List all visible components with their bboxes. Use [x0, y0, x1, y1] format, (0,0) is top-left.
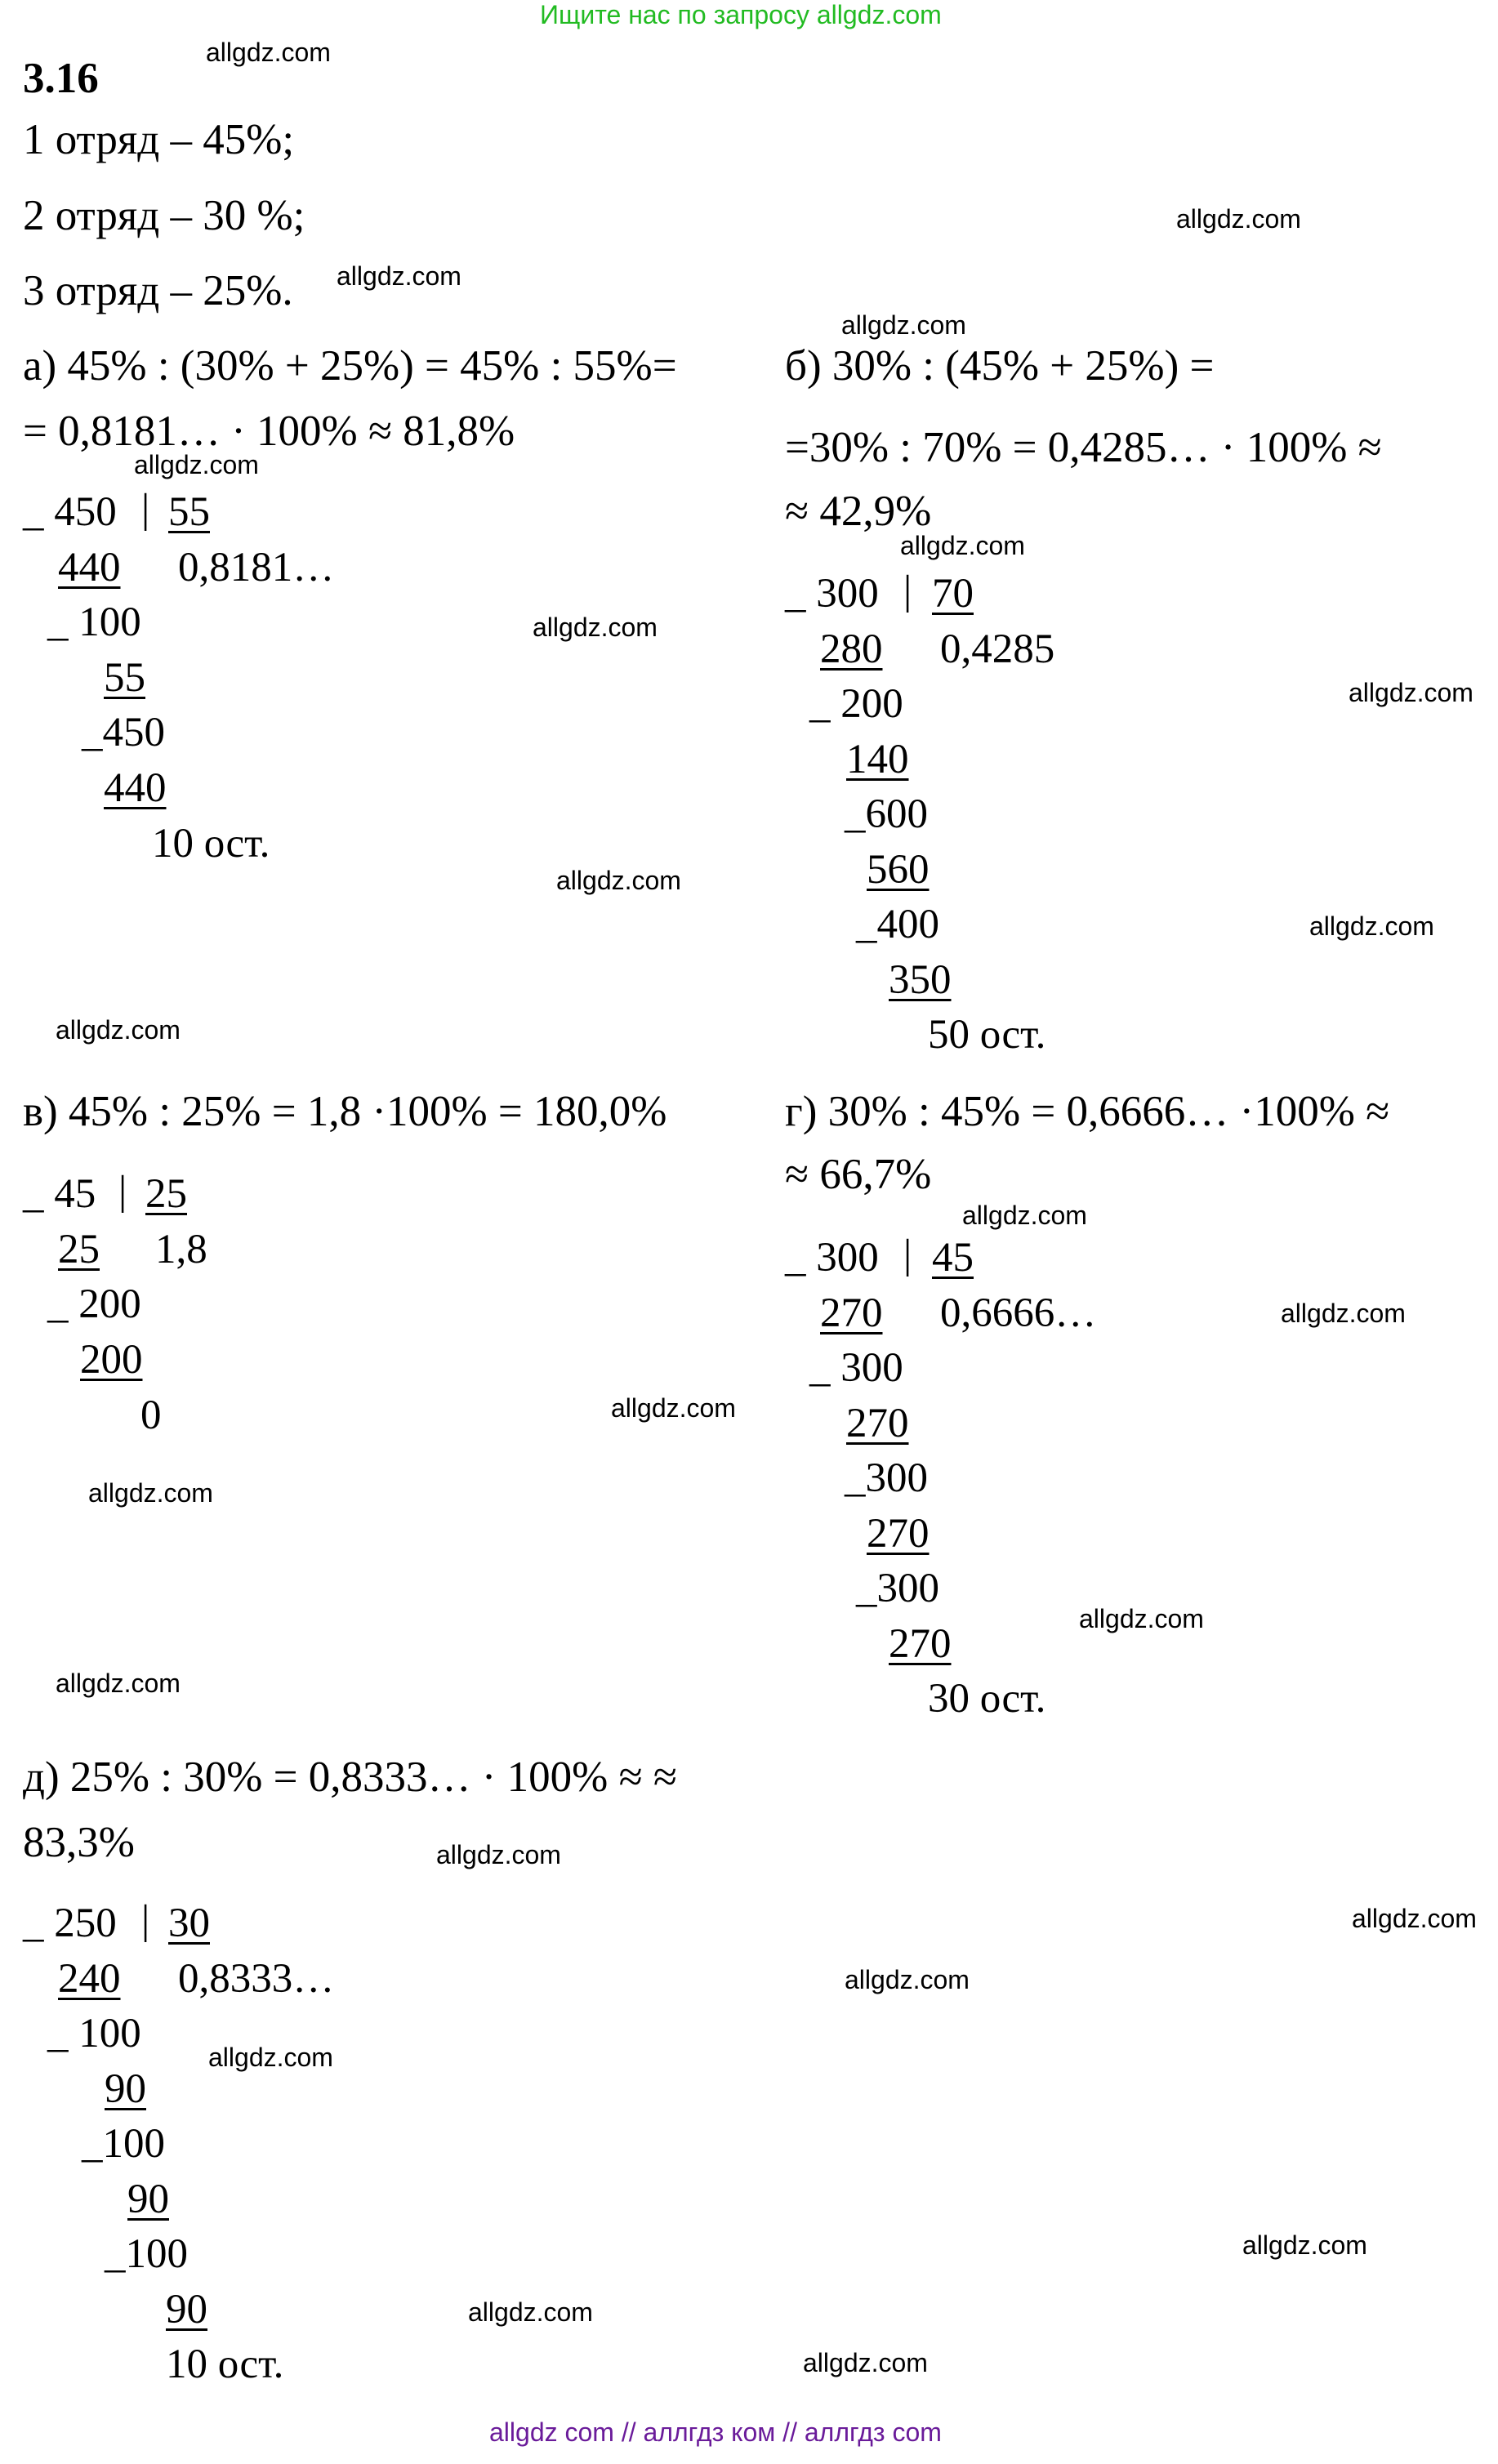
- divisor: 25: [145, 1171, 187, 1217]
- watermark: allgdz.com: [206, 38, 331, 67]
- given-line-2: 2 отряд – 30 %;: [23, 192, 305, 239]
- problem-number: 3.16: [23, 55, 99, 102]
- division-step: _300: [845, 1455, 928, 1501]
- remainder: 50 ост.: [928, 1012, 1046, 1058]
- watermark: allgdz.com: [1242, 2230, 1367, 2260]
- watermark: allgdz.com: [1176, 204, 1301, 234]
- division-step: _ 300: [809, 1345, 903, 1391]
- division-step: _300: [856, 1566, 939, 1611]
- remainder: 0: [140, 1392, 162, 1438]
- division-bar: |: [141, 1897, 150, 1943]
- watermark: allgdz.com: [845, 1965, 970, 1994]
- watermark: allgdz.com: [56, 1015, 181, 1045]
- divisor: 70: [932, 571, 974, 617]
- quotient: 0,4285: [940, 626, 1055, 672]
- given-line-3: 3 отряд – 25%.: [23, 267, 293, 314]
- given-line-1: 1 отряд – 45%;: [23, 116, 295, 163]
- watermark: allgdz.com: [468, 2297, 593, 2327]
- division-step: 270: [820, 1290, 883, 1336]
- watermark: allgdz.com: [533, 613, 658, 642]
- watermark: allgdz.com: [1079, 1604, 1204, 1633]
- watermark: allgdz.com: [611, 1393, 736, 1423]
- division-step: 350: [889, 957, 952, 1003]
- division-step: 55: [104, 655, 145, 701]
- division-step: _ 100: [47, 599, 141, 645]
- division-step: _ 300: [785, 571, 879, 617]
- division-step: 200: [80, 1337, 143, 1383]
- watermark: allgdz.com: [337, 261, 461, 291]
- division-step: 560: [867, 847, 930, 893]
- divisor: 30: [168, 1900, 210, 1946]
- watermark: allgdz.com: [436, 1840, 561, 1869]
- division-bar: |: [903, 1232, 912, 1277]
- watermark: allgdz.com: [841, 310, 966, 340]
- division-step: _600: [845, 791, 928, 837]
- remainder: 10 ост.: [152, 821, 270, 867]
- footer-links: allgdz com // аллгдз ком // аллгдз com: [489, 2417, 942, 2447]
- watermark: allgdz.com: [88, 1478, 213, 1508]
- part-g-line-2: ≈ 66,7%: [785, 1151, 932, 1198]
- watermark: allgdz.com: [1281, 1299, 1406, 1328]
- quotient: 1,8: [155, 1227, 207, 1272]
- division-step: 90: [105, 2066, 146, 2112]
- watermark: allgdz.com: [1352, 1904, 1477, 1933]
- division-step: 270: [889, 1621, 952, 1667]
- watermark: allgdz.com: [803, 2348, 928, 2377]
- divisor: 45: [932, 1235, 974, 1281]
- top-banner: Ищите нас по запросу allgdz.com: [540, 0, 942, 29]
- division-step: 90: [127, 2177, 169, 2222]
- division-step: _ 450: [23, 489, 117, 535]
- remainder: 30 ост.: [928, 1676, 1046, 1722]
- division-step: _400: [856, 902, 939, 947]
- watermark: allgdz.com: [208, 2043, 333, 2072]
- division-step: _ 45: [23, 1171, 96, 1217]
- division-step: 270: [846, 1401, 909, 1446]
- division-step: _100: [82, 2121, 165, 2167]
- watermark: allgdz.com: [556, 866, 681, 895]
- division-step: 90: [166, 2287, 207, 2333]
- part-g-line-1: г) 30% : 45% = 0,6666… ·100% ≈: [785, 1088, 1390, 1135]
- division-step: 440: [58, 545, 121, 590]
- division-step: _ 250: [23, 1900, 117, 1946]
- division-step: 240: [58, 1956, 121, 2002]
- watermark: allgdz.com: [962, 1201, 1087, 1230]
- part-d-line-2: 83,3%: [23, 1819, 135, 1866]
- watermark: allgdz.com: [1309, 911, 1434, 941]
- division-step: 25: [58, 1227, 100, 1272]
- division-step: _ 200: [47, 1281, 141, 1327]
- divisor: 55: [168, 489, 210, 535]
- remainder: 10 ост.: [166, 2341, 284, 2387]
- watermark: allgdz.com: [134, 450, 259, 479]
- division-step: 440: [104, 765, 167, 811]
- part-a-line-2: = 0,8181… · 100% ≈ 81,8%: [23, 408, 515, 455]
- quotient: 0,8333…: [178, 1956, 335, 2002]
- part-a-line-1: а) 45% : (30% + 25%) = 45% : 55%=: [23, 342, 677, 390]
- watermark: allgdz.com: [56, 1669, 181, 1698]
- quotient: 0,6666…: [940, 1290, 1097, 1336]
- part-v-line-1: в) 45% : 25% = 1,8 ·100% = 180,0%: [23, 1088, 667, 1135]
- watermark: allgdz.com: [1349, 678, 1473, 707]
- part-d-line-1: д) 25% : 30% = 0,8333… · 100% ≈ ≈: [23, 1753, 678, 1801]
- division-step: 140: [846, 737, 909, 782]
- quotient: 0,8181…: [178, 545, 335, 590]
- part-b-line-1: б) 30% : (45% + 25%) =: [785, 342, 1215, 390]
- division-step: _ 100: [47, 2011, 141, 2056]
- division-step: 270: [867, 1511, 930, 1557]
- division-step: _100: [105, 2231, 188, 2277]
- division-step: _450: [82, 710, 165, 755]
- watermark: allgdz.com: [900, 531, 1025, 560]
- part-b-line-2: =30% : 70% = 0,4285… · 100% ≈: [785, 424, 1382, 471]
- division-bar: |: [903, 568, 912, 613]
- division-bar: |: [118, 1168, 127, 1214]
- part-b-line-3: ≈ 42,9%: [785, 488, 932, 535]
- division-bar: |: [141, 486, 150, 532]
- division-step: _ 300: [785, 1235, 879, 1281]
- division-step: _ 200: [809, 681, 903, 727]
- division-step: 280: [820, 626, 883, 672]
